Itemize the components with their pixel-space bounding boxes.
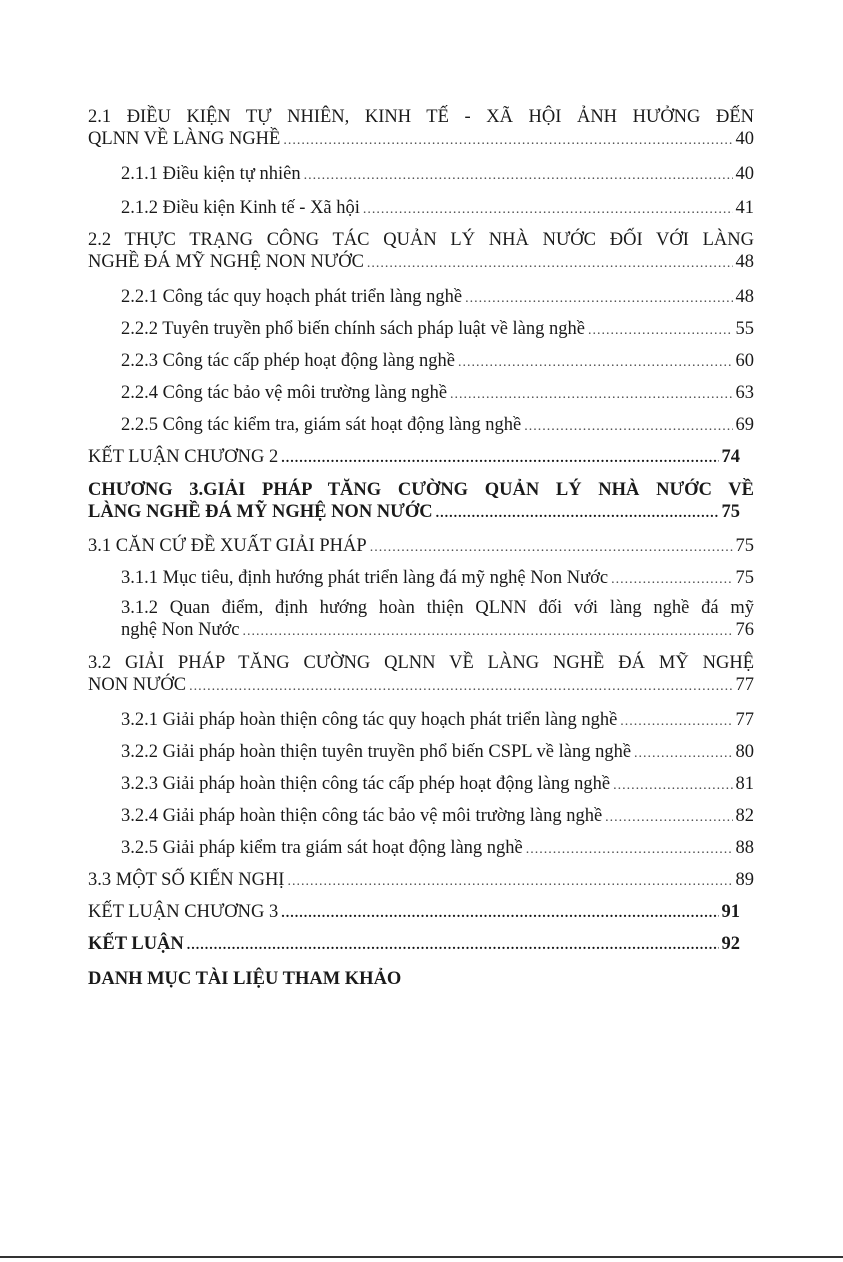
toc-entry-title: 2.1.1 Điều kiện tự nhiên [121, 164, 301, 184]
toc-entry-3-1-2[interactable] [88, 597, 754, 643]
page-number: 69 [735, 415, 754, 435]
dot-leader [287, 871, 732, 893]
dot-leader [450, 384, 732, 406]
page-number: 75 [735, 536, 754, 556]
toc-entry-title-line2: NGHỀ ĐÁ MỸ NGHỆ NON NƯỚC [88, 252, 364, 272]
toc-entry-title: 3.2.1 Giải pháp hoàn thiện công tác quy hoạch phát triển làng nghề [121, 710, 618, 730]
toc-entry-title: KẾT LUẬN CHƯƠNG 2 [88, 447, 279, 467]
toc-entry-3-2-3[interactable] [88, 773, 754, 797]
toc-entry-title: 2.2.4 Công tác bảo vệ môi trường làng nghề [121, 383, 448, 403]
toc-entry-chapter-3[interactable] [88, 479, 754, 525]
toc-entry-title-line1: 2.2 THỰC TRẠNG CÔNG TÁC QUẢN LÝ NHÀ NƯỚC ĐỐI VỚI LÀNG [88, 230, 754, 250]
page-number: 40 [735, 129, 754, 149]
toc-entry-title-line2: NON NƯỚC [88, 675, 187, 695]
dot-leader [605, 807, 732, 829]
dot-leader [588, 320, 733, 342]
toc-entry-conclusion-ch3[interactable] [88, 901, 740, 925]
page-number: 88 [735, 838, 754, 858]
dot-leader [281, 903, 718, 925]
toc-entry-2-2[interactable] [88, 229, 754, 275]
toc-entry-title: 2.2.1 Công tác quy hoạch phát triển làng nghề [121, 287, 463, 307]
dot-leader [465, 288, 732, 310]
toc-entry-3-2-1[interactable] [88, 709, 754, 733]
toc-entry-title: DANH MỤC TÀI LIỆU THAM KHẢO [88, 969, 402, 989]
dot-leader [620, 711, 732, 733]
page-number: 60 [735, 351, 754, 371]
dot-leader [634, 743, 732, 765]
toc-entry-3-3[interactable] [88, 869, 754, 893]
toc-entry-title: 3.2.5 Giải pháp kiểm tra giám sát hoạt động làng nghề [121, 838, 523, 858]
dot-leader [436, 503, 719, 525]
toc-entry-title-line1: 2.1 ĐIỀU KIỆN TỰ NHIÊN, KINH TẾ - XÃ HỘI ẢNH HƯỞNG ĐẾN [88, 107, 754, 127]
toc-entry-title: 3.2.4 Giải pháp hoàn thiện công tác bảo vệ môi trường làng nghề [121, 806, 603, 826]
page-number: 74 [721, 447, 740, 467]
toc-entry-title-line1: 3.2 GIẢI PHÁP TĂNG CƯỜNG QLNN VỀ LÀNG NGHỀ ĐÁ MỸ NGHỆ [88, 653, 754, 673]
page-number: 48 [735, 252, 754, 272]
page-number: 75 [735, 568, 754, 588]
toc-entry-3-1-1[interactable] [88, 567, 754, 591]
toc-entry-3-2-5[interactable] [88, 837, 754, 861]
dot-leader [367, 253, 733, 275]
toc-entry-conclusion-ch2[interactable] [88, 446, 740, 470]
page-number: 82 [735, 806, 754, 826]
page-number: 89 [735, 870, 754, 890]
toc-entry-title-line2: QLNN VỀ LÀNG NGHỀ [88, 129, 281, 149]
dot-leader [526, 839, 733, 861]
dot-leader [370, 537, 733, 559]
page-number: 48 [735, 287, 754, 307]
toc-entry-title: KẾT LUẬN [88, 934, 184, 954]
toc-entry-title-line1: 3.1.2 Quan điểm, định hướng hoàn thiện QLNN đối với làng nghề đá mỹ [121, 598, 754, 618]
dot-leader [242, 621, 732, 643]
toc-entry-3-2[interactable] [88, 652, 754, 698]
toc-entry-2-1-2[interactable] [88, 197, 754, 221]
dot-leader [611, 569, 732, 591]
page-bottom-border [0, 1256, 843, 1258]
toc-entry-title: 3.2.3 Giải pháp hoàn thiện công tác cấp phép hoạt động làng nghề [121, 774, 611, 794]
toc-entry-2-1-1[interactable] [88, 163, 754, 187]
dot-leader [613, 775, 732, 797]
page-number: 77 [735, 710, 754, 730]
toc-entry-2-1[interactable] [88, 106, 754, 152]
page-number: 41 [735, 198, 754, 218]
toc-entry-title: 2.2.2 Tuyên truyền phổ biến chính sách pháp luật về làng nghề [121, 319, 585, 339]
toc-entry-title: KẾT LUẬN CHƯƠNG 3 [88, 902, 279, 922]
toc-entry-2-2-4[interactable] [88, 382, 754, 406]
toc-entry-title: 3.3 MỘT SỐ KIẾN NGHỊ [88, 870, 285, 890]
toc-entry-2-2-3[interactable] [88, 350, 754, 374]
toc-entry-title-line2: nghệ Non Nước [121, 620, 240, 640]
dot-leader [363, 199, 733, 221]
dot-leader [189, 676, 732, 698]
toc-entry-title: 2.2.5 Công tác kiểm tra, giám sát hoạt động làng nghề [121, 415, 522, 435]
toc-entry-2-2-2[interactable] [88, 318, 754, 342]
dot-leader [524, 416, 732, 438]
page-number: 76 [735, 620, 754, 640]
page-number: 77 [735, 675, 754, 695]
page-number: 55 [735, 319, 754, 339]
dot-leader [187, 935, 719, 957]
toc-entry-title: 3.1.1 Mục tiêu, định hướng phát triển làng đá mỹ nghệ Non Nước [121, 568, 609, 588]
toc-entry-title: 2.1.2 Điều kiện Kinh tế - Xã hội [121, 198, 360, 218]
page-number: 91 [721, 902, 740, 922]
toc-entry-conclusion[interactable] [88, 933, 740, 957]
toc-entry-title: 3.2.2 Giải pháp hoàn thiện tuyên truyền phổ biến CSPL về làng nghề [121, 742, 632, 762]
page-number: 40 [735, 164, 754, 184]
page-number: 63 [735, 383, 754, 403]
toc-entry-title: 3.1 CĂN CỨ ĐỀ XUẤT GIẢI PHÁP [88, 536, 367, 556]
toc-entry-title-line2: LÀNG NGHỀ ĐÁ MỸ NGHỆ NON NƯỚC [88, 502, 433, 522]
dot-leader [283, 130, 732, 152]
toc-entry-2-2-1[interactable] [88, 286, 754, 310]
toc-entry-references[interactable] [88, 968, 754, 990]
toc-entry-3-1[interactable] [88, 535, 754, 559]
dot-leader [304, 165, 733, 187]
toc-entry-title: 2.2.3 Công tác cấp phép hoạt động làng nghề [121, 351, 455, 371]
toc-entry-3-2-2[interactable] [88, 741, 754, 765]
toc-entry-3-2-4[interactable] [88, 805, 754, 829]
page-number: 92 [721, 934, 740, 954]
toc-entry-title-line1: CHƯƠNG 3.GIẢI PHÁP TĂNG CƯỜNG QUẢN LÝ NHÀ NƯỚC VỀ [88, 480, 754, 500]
toc-entry-2-2-5[interactable] [88, 414, 754, 438]
dot-leader [281, 448, 718, 470]
page-number: 80 [735, 742, 754, 762]
dot-leader [458, 352, 733, 374]
page-number: 75 [721, 502, 740, 522]
page-number: 81 [735, 774, 754, 794]
